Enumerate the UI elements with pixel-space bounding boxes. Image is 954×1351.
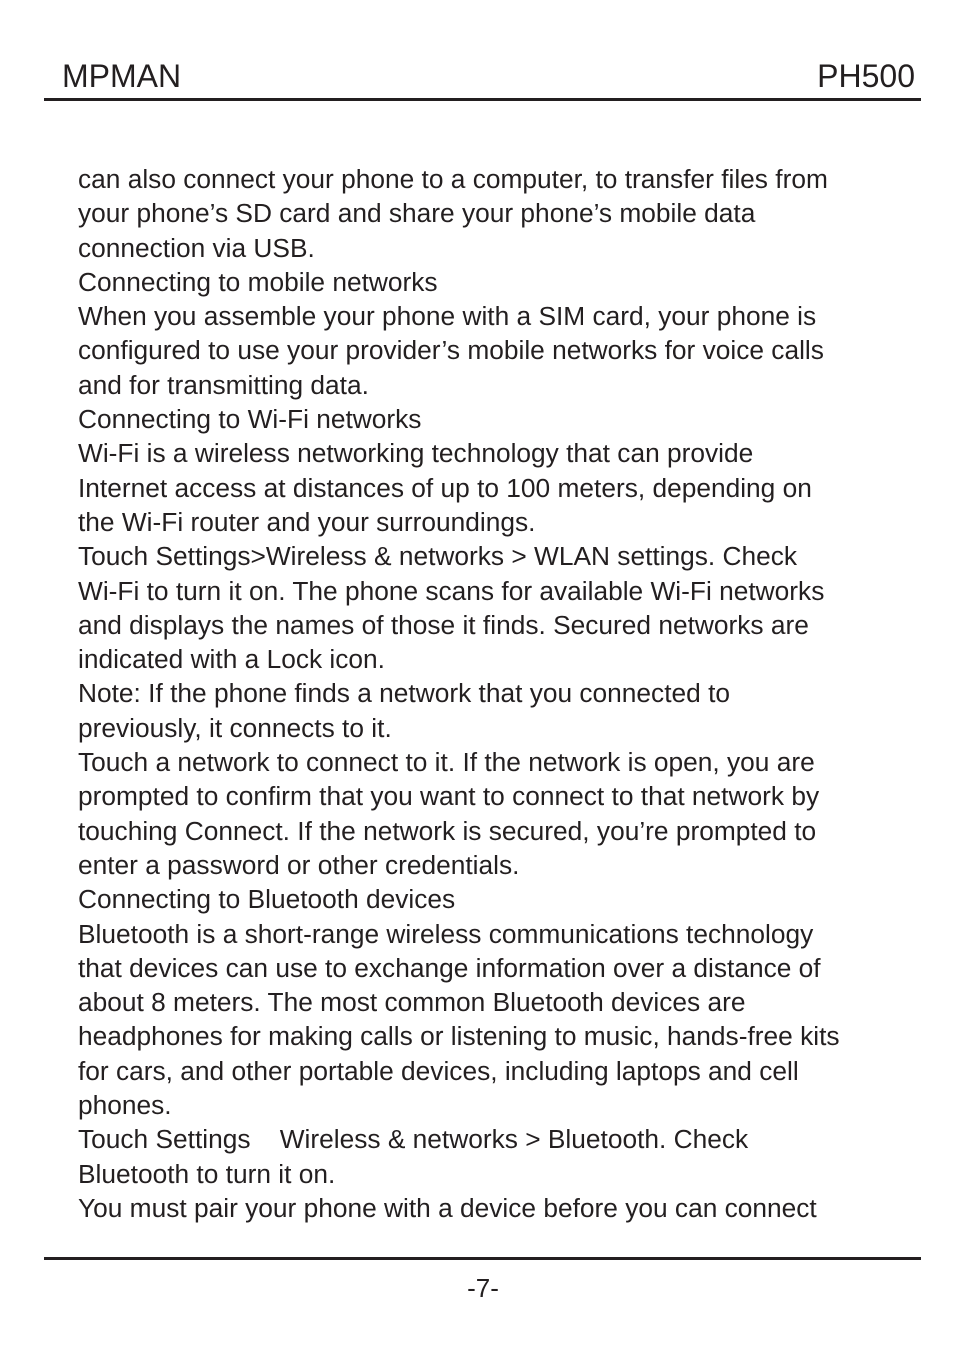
model-name: PH500	[817, 58, 915, 94]
text-line: can also connect your phone to a computer, to transfer files from	[78, 164, 828, 194]
text-line: indicated with a Lock icon.	[78, 644, 385, 675]
section-heading-mobile-networks: Connecting to mobile networks	[78, 266, 438, 297]
text-line: Wi-Fi is a wireless networking technology that can provide	[78, 438, 754, 469]
text-line: previously, it connects to it.	[78, 712, 392, 743]
text-line: prompted to confirm that you want to connect to that network by	[78, 781, 820, 812]
text-line: Bluetooth is a short-range wireless communications technology	[78, 918, 814, 949]
text-line: headphones for making calls or listening to music, hands-free kits	[78, 1021, 840, 1052]
text-line: Touch Settings Wireless & networks > Bluetooth. Check	[78, 1124, 749, 1155]
text-line: Touch a network to connect to it. If the network is open, you are	[78, 747, 815, 778]
text-line: for cars, and other portable devices, including laptops and cell	[78, 1055, 799, 1086]
text-line: phones.	[78, 1090, 172, 1121]
text-line: Bluetooth to turn it on.	[78, 1158, 336, 1189]
page-header	[44, 52, 921, 101]
text-line: about 8 meters. The most common Bluetooth devices are	[78, 987, 746, 1018]
text-line: the Wi-Fi router and your surroundings.	[78, 506, 536, 537]
note-line: Note: If the phone finds a network that you connected to	[78, 678, 731, 709]
text-line: and for transmitting data.	[78, 369, 369, 400]
text-line: You must pair your phone with a device before you can connect	[78, 1192, 817, 1223]
page-number: -7-	[467, 1273, 499, 1303]
text-line: touching Connect. If the network is secured, you’re prompted to	[78, 815, 817, 846]
text-line: configured to use your provider’s mobile networks for voice calls	[78, 335, 824, 366]
body-text	[78, 162, 908, 1225]
footer-divider	[44, 1257, 921, 1260]
text-line: connection via USB.	[78, 232, 315, 263]
text-line: When you assemble your phone with a SIM card, your phone is	[78, 301, 817, 332]
section-heading-wifi-networks: Connecting to Wi-Fi networks	[78, 404, 422, 435]
text-line: enter a password or other credentials.	[78, 849, 520, 880]
text-line: your phone’s SD card and share your phone’s mobile data	[78, 198, 756, 229]
text-line: that devices can use to exchange information over a distance of	[78, 952, 821, 983]
brand-name: MPMAN	[62, 58, 182, 94]
text-line: and displays the names of those it finds. Secured networks are	[78, 609, 809, 640]
text-line: Wi-Fi to turn it on. The phone scans for available Wi-Fi networks	[78, 575, 825, 606]
text-line: Touch Settings>Wireless & networks > WLAN settings. Check	[78, 541, 798, 572]
text-line: Internet access at distances of up to 100 meters, depending on	[78, 472, 812, 503]
section-heading-bluetooth-devices: Connecting to Bluetooth devices	[78, 884, 456, 915]
